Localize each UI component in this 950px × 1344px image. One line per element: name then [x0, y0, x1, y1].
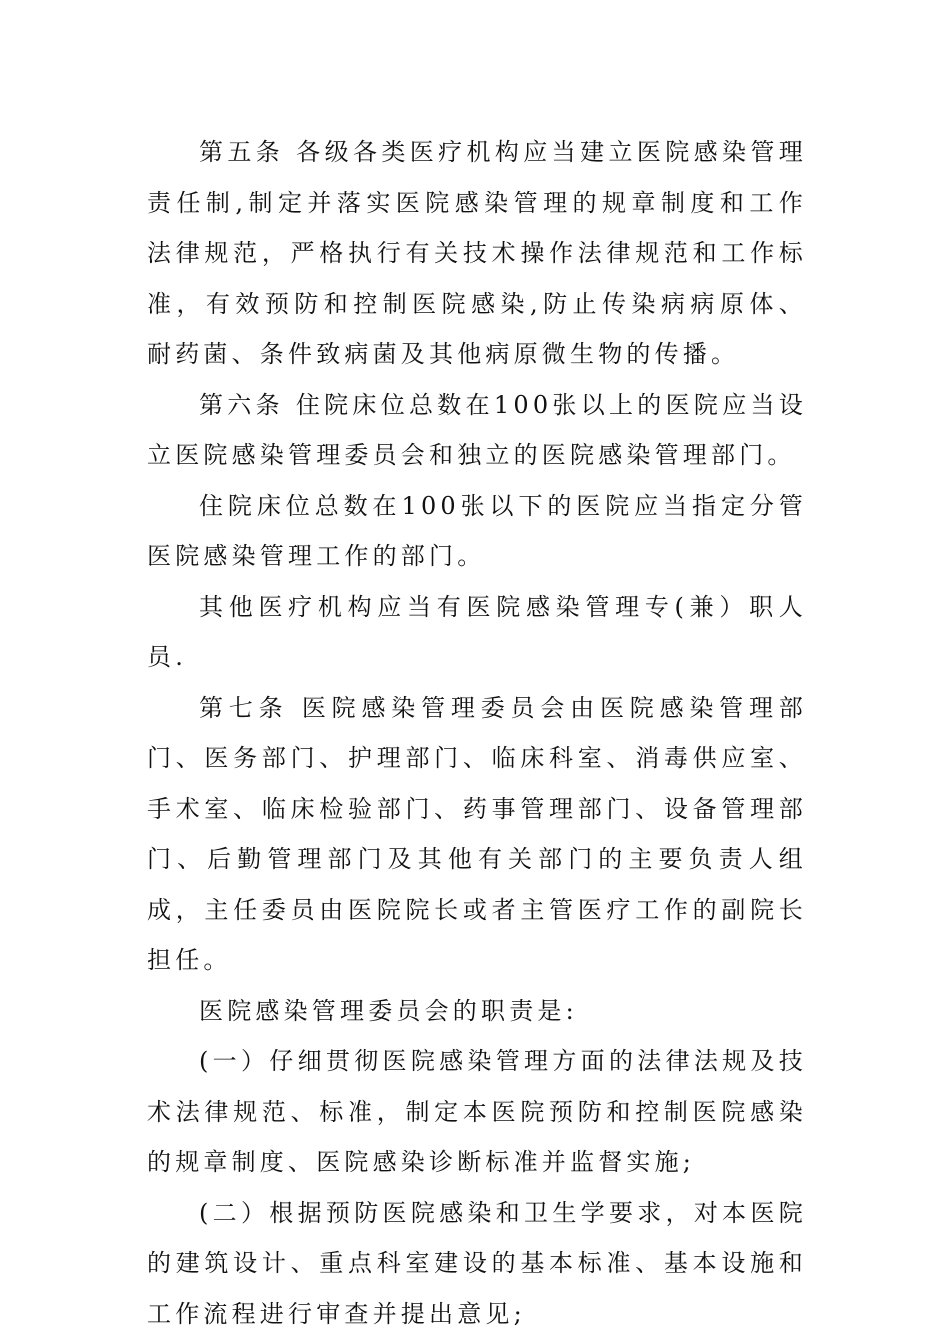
document-body — [147, 127, 807, 1339]
paragraph-other-institutions: 其他医疗机构应当有医院感染管理专(兼）职人员. — [147, 592, 807, 671]
paragraph-committee-duties-heading: 医院感染管理委员会的职责是: — [199, 996, 578, 1025]
paragraph-article-7: 第七条 医院感染管理委员会由医院感染管理部门、医务部门、护理部门、临床科室、消毒供应室、手术室、临床检验部门、药事管理部门、设备管理部门、后勤管理部门及其他有关部门的主要负责人组成，主任委员由医院院长或者主管医疗工作的副院长担任。 — [147, 693, 807, 974]
paragraph-duty-1: (一）仔细贯彻医院感染管理方面的法律法规及技术法律规范、标准，制定本医院预防和控制医院感染的规章制度、医院感染诊断标准并监督实施; — [147, 1047, 807, 1176]
paragraph-duty-2: (二）根据预防医院感染和卫生学要求，对本医院的建筑设计、重点科室建设的基本标准、基本设施和工作流程进行审查并提出意见; — [147, 1198, 807, 1328]
paragraph-under-100-beds: 住院床位总数在100张以下的医院应当指定分管医院感染管理工作的部门。 — [147, 491, 807, 570]
paragraph-article-5: 第五条 各级各类医疗机构应当建立医院感染管理责任制,制定并落实医院感染管理的规章制度和工作法律规范，严格执行有关技术操作法律规范和工作标准，有效预防和控制医院感染,防止传染病病原体、耐药菌、条件致病菌及其他病原微生物的传播。 — [147, 138, 807, 368]
paragraph-article-6: 第六条 住院床位总数在100张以上的医院应当设立医院感染管理委员会和独立的医院感染管理部门。 — [147, 390, 807, 469]
